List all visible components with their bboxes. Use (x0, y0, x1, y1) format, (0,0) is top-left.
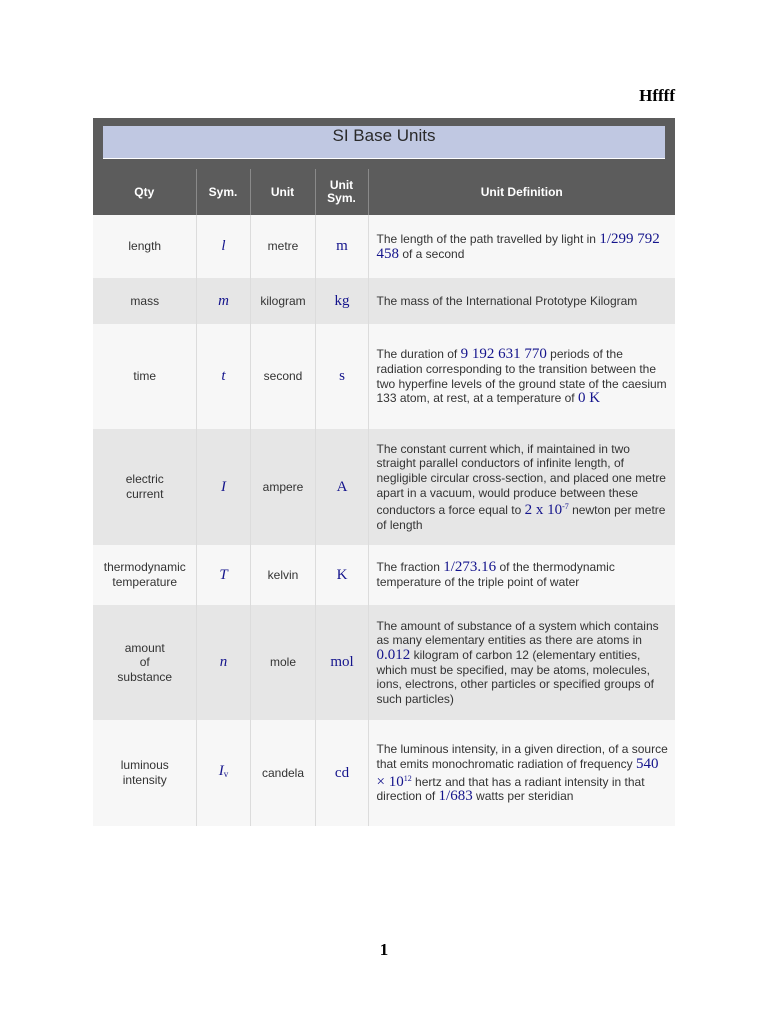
table-row (93, 278, 675, 324)
page-number: 1 (379, 940, 389, 959)
table-row (93, 720, 675, 826)
sym-cell: $I_v$ (196, 720, 250, 826)
qty-cell: mass (93, 278, 196, 324)
si-base-units-table (93, 118, 675, 826)
definition-cell: The luminous intensity, in a given direction, of a source that emits monochromatic radiation of frequency $540 \times 10^{12}$ hertz and that has a radiant intensity in that direction of 1/683 watts per steridian (368, 720, 675, 826)
table-row (93, 215, 675, 278)
definition-cell: The amount of substance of a system which contains as many elementary entities as there are atoms in 0.012 kilogram of carbon 12 (elementary entities, which must be specified, may be atoms, molecules, ions, electrons, other particles or specified groups of such particles) (368, 605, 675, 720)
definition-cell: The mass of the International Prototype Kilogram (368, 278, 675, 324)
table-row (93, 429, 675, 545)
definition-cell: The constant current which, if maintained in two straight parallel conductors of infinite length, of negligible circular cross-section, and placed one metre apart in a vacuum, would produce between these conductors a force equal to 2 x $10^{-7}$ newton per metre of length (368, 429, 675, 545)
unit-cell: mole (250, 605, 315, 720)
column-header-unit: Unit (250, 169, 315, 215)
unit-cell: candela (250, 720, 315, 826)
page-header-text: Hffff (639, 86, 675, 105)
column-header-unit-definition: Unit Definition (368, 169, 675, 215)
table-row (93, 605, 675, 720)
table-header-row (93, 169, 675, 215)
unit-sym-cell: mol (315, 605, 368, 720)
table-row (93, 324, 675, 429)
sym-cell: n (196, 605, 250, 720)
unit-cell: metre (250, 215, 315, 278)
unit-sym-cell: A (315, 429, 368, 545)
sym-cell: I (196, 429, 250, 545)
table-title-row (93, 118, 675, 169)
unit-sym-cell: s (315, 324, 368, 429)
qty-cell: thermodynamic temperature (93, 545, 196, 605)
qty-cell: luminous intensity (93, 720, 196, 826)
unit-sym-cell: cd (315, 720, 368, 826)
sym-cell: m (196, 278, 250, 324)
column-header-unit-sym: Unit Sym. (315, 169, 368, 215)
table-title: SI Base Units (103, 126, 665, 159)
table-row (93, 545, 675, 605)
sym-cell: t (196, 324, 250, 429)
definition-cell: The duration of 9 192 631 770 periods of the radiation corresponding to the transition between the two hyperfine levels of the ground state of the caesium 133 atom, at rest, at a temperature of 0 K (368, 324, 675, 429)
qty-cell: amount of substance (93, 605, 196, 720)
qty-cell: length (93, 215, 196, 278)
column-header-sym: Sym. (196, 169, 250, 215)
qty-cell: electric current (93, 429, 196, 545)
unit-cell: kelvin (250, 545, 315, 605)
unit-cell: second (250, 324, 315, 429)
qty-cell: time (93, 324, 196, 429)
unit-sym-cell: K (315, 545, 368, 605)
definition-cell: The fraction 1/273.16 of the thermodynamic temperature of the triple point of water (368, 545, 675, 605)
unit-sym-cell: kg (315, 278, 368, 324)
column-header-qty: Qty (93, 169, 196, 215)
unit-sym-cell: m (315, 215, 368, 278)
definition-cell: The length of the path travelled by light in 1/299 792 458 of a second (368, 215, 675, 278)
unit-cell: kilogram (250, 278, 315, 324)
unit-cell: ampere (250, 429, 315, 545)
sym-cell: l (196, 215, 250, 278)
sym-cell: T (196, 545, 250, 605)
